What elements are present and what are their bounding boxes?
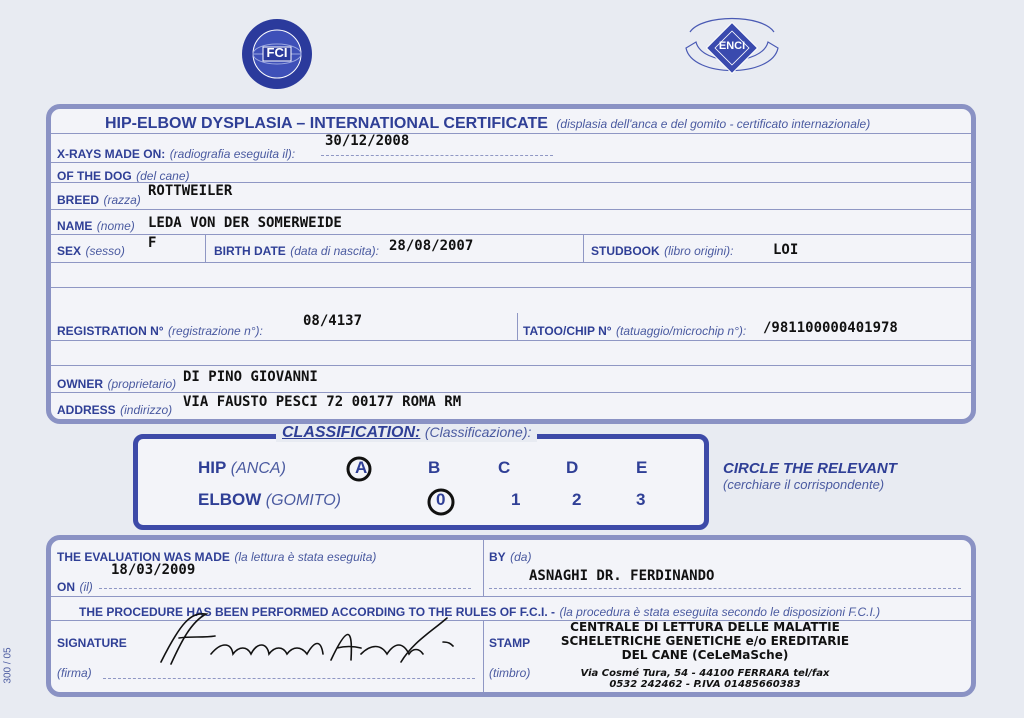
elbow-label-group <box>198 490 341 510</box>
name-label-it: (nome) <box>96 219 135 233</box>
circle-note-group <box>723 460 897 492</box>
name-label: NAME <box>57 219 93 233</box>
studbook-label: STUDBOOK <box>591 244 660 258</box>
breed-label-group <box>57 191 141 209</box>
name-value: LEDA VON DER SOMERWEIDE <box>148 215 342 231</box>
stamp-line-3: DEL CANE (CeLeMaSche) <box>621 648 789 662</box>
birth-label: BIRTH DATE <box>214 244 286 258</box>
sex-label-it: (sesso) <box>85 244 125 258</box>
stamp-block <box>537 620 873 690</box>
classification-title-group <box>276 424 537 442</box>
studbook-label-it: (libro origini): <box>664 244 734 258</box>
made-label-it: (la lettura è stata eseguita) <box>234 550 377 564</box>
on-label-it: (il) <box>79 580 93 594</box>
procedure-text: THE PROCEDURE HAS BEEN PERFORMED ACCORDING TO THE RULES OF F.C.I. - <box>79 605 556 619</box>
xrays-label-it: (radiografia eseguita il): <box>169 147 296 161</box>
xrays-value: 30/12/2008 <box>325 133 410 149</box>
elbow-0-circle-mark <box>424 487 458 517</box>
classification-title-it: (Classificazione): <box>424 424 532 440</box>
xrays-label-group <box>57 145 295 163</box>
reg-label-group <box>57 322 263 340</box>
address-label-it: (indirizzo) <box>120 403 173 417</box>
by-label-it: (da) <box>510 550 532 564</box>
enci-logo <box>672 8 792 92</box>
on-label-group <box>57 578 93 596</box>
classification-title: CLASSIFICATION: <box>282 424 421 441</box>
reg-label-it: (registrazione n°): <box>168 324 263 338</box>
fci-center-text: FCI <box>266 45 288 60</box>
breed-value: ROTTWEILER <box>148 183 233 199</box>
stamp-label: STAMP <box>489 636 531 650</box>
circle-note-it: (cerchiare il corrispondente) <box>723 477 885 492</box>
elbow-grade-0[interactable]: 0 <box>436 490 446 509</box>
signature-label-it: (firma) <box>57 666 92 680</box>
address-label-group <box>57 401 172 419</box>
hip-grade-e[interactable]: E <box>636 458 648 477</box>
dog-label: OF THE DOG <box>57 169 132 183</box>
chip-label-group <box>523 322 746 340</box>
certificate-panel <box>46 104 976 424</box>
sex-value: F <box>148 235 157 251</box>
breed-label: BREED <box>57 193 100 207</box>
hip-grade-b[interactable]: B <box>428 458 441 477</box>
certificate-title: HIP-ELBOW DYSPLASIA – INTERNATIONAL CERTIFICATE <box>105 115 548 132</box>
procedure-text-it: (la procedura è stata eseguita secondo le disposizioni F.C.I.) <box>559 605 881 619</box>
hip-label-it: (ANCA) <box>230 460 286 477</box>
dog-label-it: (del cane) <box>136 169 190 183</box>
by-label: BY <box>489 550 506 564</box>
chip-label-it: (tatuaggio/microchip n°): <box>616 324 747 338</box>
name-label-group <box>57 217 135 235</box>
circle-note: CIRCLE THE RELEVANT <box>723 460 897 477</box>
hip-grade-a[interactable]: A <box>355 458 368 477</box>
certificate-subtitle: (displasia dell'anca e del gomito - certificato internazionale) <box>556 117 871 131</box>
owner-label-group <box>57 375 176 393</box>
enci-center-text: ENCI <box>718 40 746 52</box>
elbow-grade-1[interactable]: 1 <box>511 490 521 509</box>
evaluation-date-value: 18/03/2009 <box>111 562 196 578</box>
xrays-label: X-RAYS MADE ON: <box>57 147 166 161</box>
signature-mark <box>151 602 471 682</box>
birth-label-group <box>214 242 379 260</box>
evaluation-panel <box>46 535 976 697</box>
studbook-label-group <box>591 242 733 260</box>
sex-label-group <box>57 242 125 260</box>
hip-grade-d[interactable]: D <box>566 458 579 477</box>
stamp-label-it: (timbro) <box>489 666 531 680</box>
birth-value: 28/08/2007 <box>389 238 474 254</box>
birth-label-it: (data di nascita): <box>290 244 379 258</box>
side-code: 300 / 05 <box>2 647 14 684</box>
by-label-group <box>489 548 531 566</box>
hip-label-group <box>198 458 286 478</box>
fci-logo <box>241 18 313 90</box>
reg-value: 08/4137 <box>303 313 363 329</box>
chip-value: /981100000401978 <box>763 320 898 336</box>
certificate-title-row <box>105 115 870 133</box>
made-label: THE EVALUATION WAS MADE <box>57 550 230 564</box>
made-label-group <box>57 548 376 566</box>
stamp-line-4: Via Cosmé Tura, 54 - 44100 FERRARA tel/fax <box>580 668 830 679</box>
chip-label: TATOO/CHIP N° <box>523 324 612 338</box>
elbow-label: ELBOW <box>198 490 262 509</box>
breed-label-it: (razza) <box>103 193 141 207</box>
hip-grade-c[interactable]: C <box>498 458 511 477</box>
studbook-value: LOI <box>773 242 799 258</box>
evaluator-value: ASNAGHI DR. FERDINANDO <box>529 568 715 584</box>
classification-box <box>133 434 709 530</box>
sex-label: SEX <box>57 244 82 258</box>
stamp-line-5: 0532 242462 - P.IVA 01485660383 <box>609 679 801 690</box>
on-label: ON <box>57 580 75 594</box>
elbow-label-it: (GOMITO) <box>265 492 341 509</box>
stamp-line-2: SCHELETRICHE GENETICHE e/o EREDITARIE <box>560 634 850 648</box>
address-label: ADDRESS <box>57 403 116 417</box>
owner-label: OWNER <box>57 377 103 391</box>
elbow-grade-3[interactable]: 3 <box>636 490 646 509</box>
address-value: VIA FAUSTO PESCI 72 00177 ROMA RM <box>183 394 462 410</box>
stamp-line-1: CENTRALE DI LETTURA DELLE MALATTIE <box>570 620 840 634</box>
owner-label-it: (proprietario) <box>107 377 177 391</box>
reg-label: REGISTRATION N° <box>57 324 164 338</box>
signature-label: SIGNATURE <box>57 636 127 650</box>
owner-value: DI PINO GIOVANNI <box>183 369 318 385</box>
elbow-grade-2[interactable]: 2 <box>572 490 582 509</box>
hip-label: HIP <box>198 458 227 477</box>
hip-a-circle-mark <box>344 455 374 483</box>
